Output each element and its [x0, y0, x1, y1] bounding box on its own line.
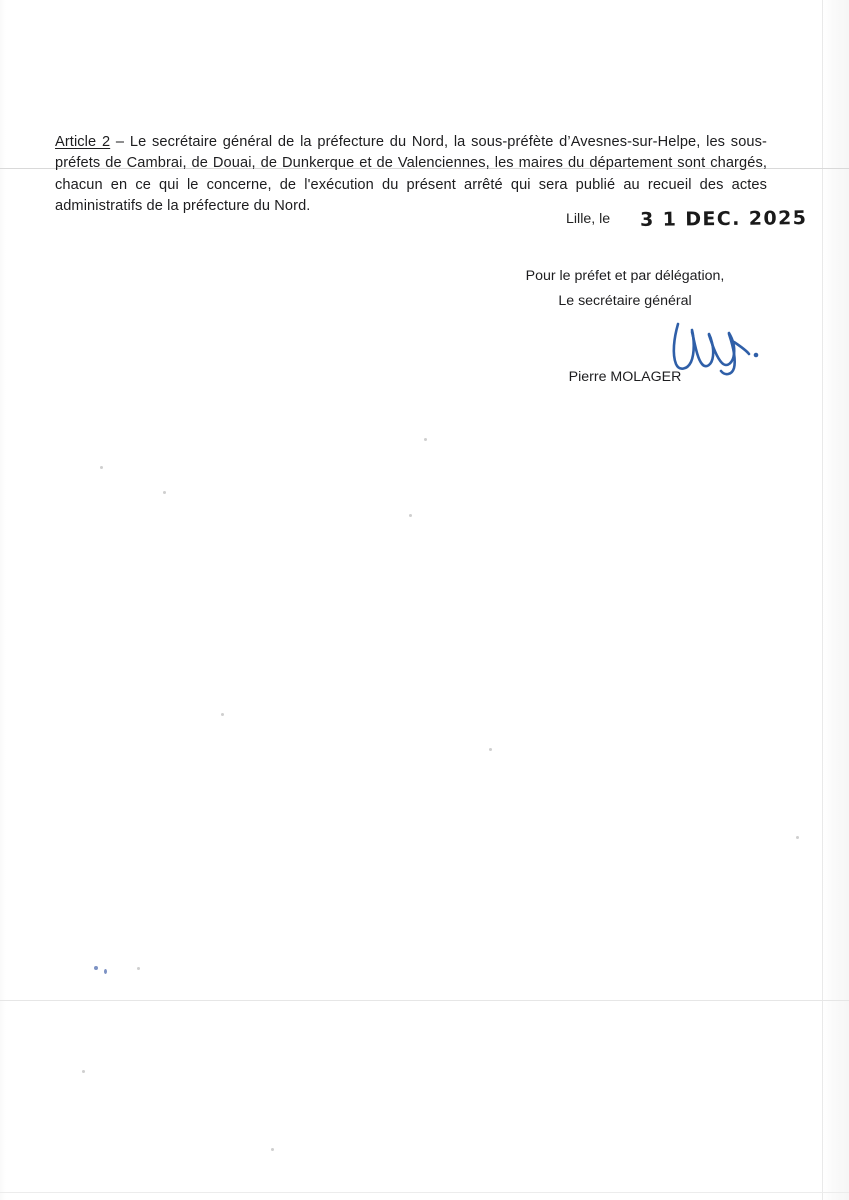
- scan-speck: [424, 438, 427, 441]
- scan-speck: [409, 514, 412, 517]
- article-label: Article 2: [55, 133, 111, 150]
- article-dash: –: [110, 133, 130, 150]
- signature-delegation-line: Pour le préfet et par délégation,: [525, 268, 725, 284]
- article-text: Le secrétaire général de la préfecture du Nord, la sous-préfète d’Avesnes-sur-Helpe, les sous-préfets de Cambrai, de Douai, de Dunkerque et de Valenciennes, les maires du département sont chargés, chacun en ce qui le concerne, de l'exécution du présent arrêté qui sera publié au recueil des actes administratifs de la préfecture du Nord.: [55, 133, 767, 215]
- scan-speck: [104, 969, 107, 974]
- place-line: Lille, le: [566, 211, 611, 227]
- scan-speck: [796, 836, 799, 839]
- date-stamp: 3 1 DEC. 2025: [639, 207, 808, 231]
- scan-speck: [221, 713, 224, 716]
- scan-speck: [271, 1148, 274, 1151]
- scan-artifact-line: [0, 1000, 849, 1001]
- scan-speck: [82, 1070, 85, 1073]
- scan-artifact-line: [0, 1192, 849, 1193]
- scan-speck: [100, 466, 103, 469]
- signature-title-block: [480, 265, 770, 313]
- scan-edge-right: [822, 0, 849, 1200]
- article-paragraph: [55, 132, 767, 218]
- scan-speck: [163, 491, 166, 494]
- signatory-name: Pierre MOLAGER: [568, 369, 682, 385]
- scan-speck: [137, 967, 140, 970]
- signature-role-line: Le secrétaire général: [558, 293, 692, 309]
- scan-edge-left: [0, 0, 6, 1200]
- scan-speck: [94, 966, 98, 970]
- scan-speck: [489, 748, 492, 751]
